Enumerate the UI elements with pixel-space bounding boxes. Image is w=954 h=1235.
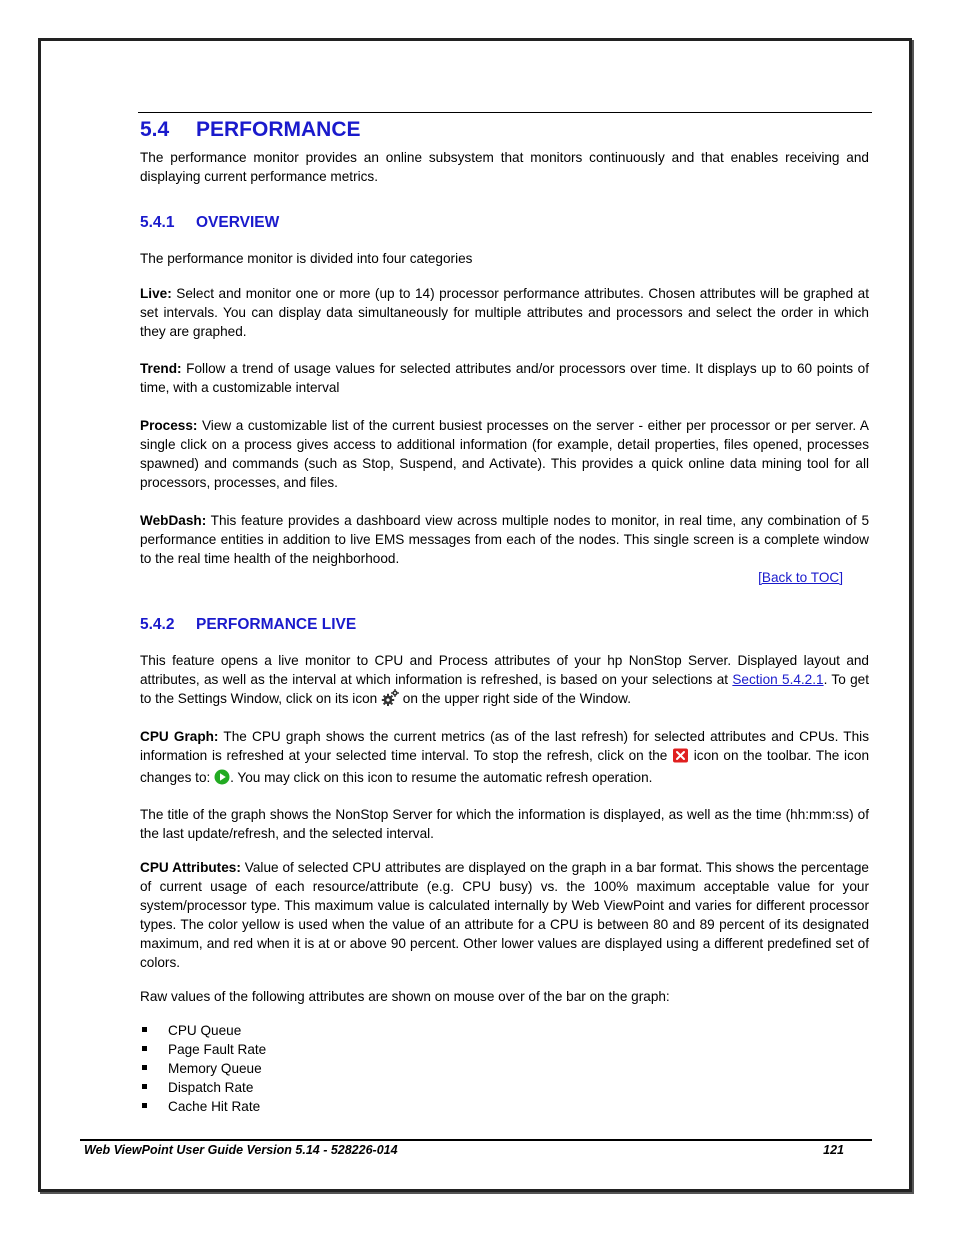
overview-number: 5.4.1 <box>140 214 175 231</box>
performance-live-heading <box>140 615 869 635</box>
attribute-list <box>140 1021 869 1116</box>
live-intro-paragraph <box>140 651 869 711</box>
cpu-graph-text-b: icon on the toolbar. The icon changes to: <box>140 748 869 785</box>
process-paragraph <box>140 416 869 492</box>
overview-title: OVERVIEW <box>196 214 280 231</box>
cpu-graph-text-a: The CPU graph shows the current metrics (as of the last refresh) for selected attributes and CPUs. This information is refreshed at your selected time interval. To stop the refresh, click on the <box>140 729 869 763</box>
cpu-attributes-term: CPU Attributes: <box>140 860 241 875</box>
back-to-toc-link[interactable]: [Back to TOC] <box>758 570 843 585</box>
webdash-term: WebDash: <box>140 513 207 528</box>
cpu-attributes-text: Value of selected CPU attributes are displayed on the graph in a bar format. This shows the percentage of current usage of each resource/attribute (e.g. CPU busy) vs. the 100% maximum acceptable value for your system/processor type. This maximum value is calculated internally by Web ViewPoint and varies for different processor types. The color yellow is used when the value of an attribute for a CPU is between 80 and 89 percent of its designated maximum, and red when it is at or above 90 percent. Other lower values are displayed using a different predefined set of colors. <box>140 860 869 970</box>
cpu-graph-paragraph <box>140 727 869 790</box>
section-intro: The performance monitor provides an online subsystem that monitors continuously and that enables receiving and displaying current performance metrics. <box>140 150 869 184</box>
back-to-toc-row <box>140 568 869 587</box>
trend-paragraph <box>140 359 869 397</box>
overview-heading <box>140 213 869 233</box>
play-icon[interactable] <box>214 769 230 790</box>
list-item: CPU Queue <box>140 1021 869 1040</box>
raw-values-paragraph: Raw values of the following attributes are shown on mouse over of the bar on the graph: <box>140 989 670 1004</box>
page-number: 121 <box>823 1143 844 1157</box>
footer-rule <box>80 1139 872 1141</box>
page-footer <box>84 1143 844 1157</box>
performance-live-title: PERFORMANCE LIVE <box>196 616 357 633</box>
live-intro-text-b: . To get to the Settings Window, click on its icon <box>140 672 869 706</box>
section-number: 5.4 <box>140 118 170 141</box>
list-item: Cache Hit Rate <box>140 1097 869 1116</box>
gear-icon[interactable] <box>381 689 399 711</box>
section-heading <box>140 117 869 143</box>
footer-title: Web ViewPoint User Guide Version 5.14 - 528226-014 <box>84 1143 398 1157</box>
live-intro-text-a: This feature opens a live monitor to CPU and Process attributes of your hp NonStop Server. Displayed layout and attributes, as well as the interval at which information is refreshed, is based on your selections at <box>140 653 869 687</box>
list-item: Dispatch Rate <box>140 1078 869 1097</box>
overview-lead: The performance monitor is divided into four categories <box>140 251 473 266</box>
cpu-graph-term: CPU Graph: <box>140 729 219 744</box>
webdash-paragraph <box>140 511 869 568</box>
live-intro-text-c: on the upper right side of the Window. <box>399 691 632 706</box>
cpu-attributes-paragraph <box>140 858 869 972</box>
section-title: PERFORMANCE <box>196 118 361 141</box>
list-item: Memory Queue <box>140 1059 869 1078</box>
process-text: View a customizable list of the current busiest processes on the server - either per processor or per server. A single click on a process gives access to additional information (for example, detail properties, files opened, processes spawned) and commands (such as Stop, Suspend, and Activate). This provides a quick online data mining tool for all processors, processes, and files. <box>140 418 869 490</box>
live-paragraph <box>140 284 869 341</box>
stop-refresh-icon[interactable] <box>672 748 689 768</box>
top-rule <box>138 112 872 113</box>
live-text: Select and monitor one or more (up to 14) processor performance attributes. Chosen attributes will be graphed at set intervals. You can display data simultaneously for multiple attributes and processors and select the order in which they are graphed. <box>140 286 869 339</box>
section-link[interactable]: Section 5.4.2.1 <box>732 672 824 687</box>
process-term: Process: <box>140 418 198 433</box>
live-term: Live: <box>140 286 172 301</box>
trend-text: Follow a trend of usage values for selected attributes and/or processors over time. It displays up to 60 points of time, with a customizable interval <box>140 361 869 395</box>
trend-term: Trend: <box>140 361 182 376</box>
cpu-graph-text-c: . You may click on this icon to resume the automatic refresh operation. <box>230 770 653 785</box>
webdash-text: This feature provides a dashboard view across multiple nodes to monitor, in real time, any combination of 5 performance entities in addition to live EMS messages from each of the nodes. This single screen is a complete window to the real time health of the neighborhood. <box>140 513 869 566</box>
list-item: Page Fault Rate <box>140 1040 869 1059</box>
performance-live-number: 5.4.2 <box>140 616 175 633</box>
document-body <box>140 117 869 1116</box>
graph-title-paragraph: The title of the graph shows the NonStop Server for which the information is displayed, as well as the time (hh:mm:ss) of the last update/refresh, and the selected interval. <box>140 807 869 841</box>
